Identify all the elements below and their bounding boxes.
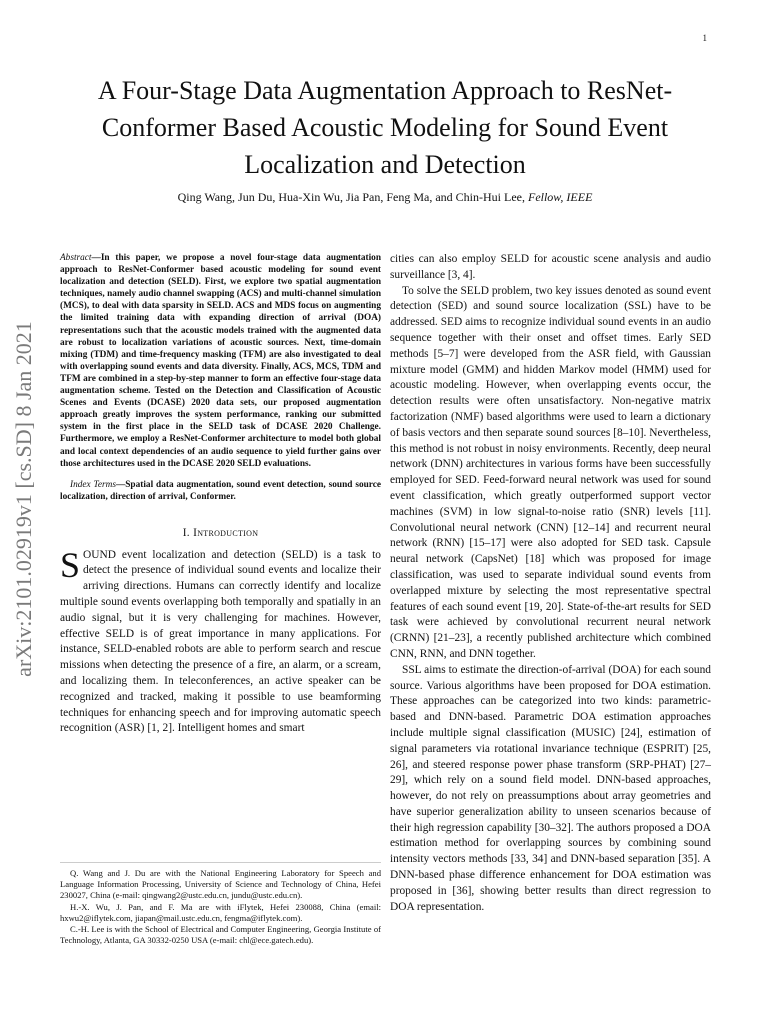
footnote-2: H.-X. Wu, J. Pan, and F. Ma are with iFlytek, Hefei 230088, China (email: hxwu2@iflytek.com, jiapan@mail.ustc.edu.cn, fengma@iflytek.com). <box>60 901 381 923</box>
authors-names: Qing Wang, Jun Du, Hua-Xin Wu, Jia Pan, Feng Ma, and Chin-Hui Lee, <box>177 190 525 204</box>
page-number: 1 <box>702 33 707 43</box>
section-numeral: I. <box>182 526 190 539</box>
drop-cap-word: OUND <box>83 548 116 561</box>
left-column <box>60 252 381 737</box>
right-paragraph-sed: To solve the SELD problem, two key issues denoted as sound event detection (SED) and sound source localization (SSL) have to be addressed. SED aims to recognize individual sound events in an audio sequence together with their onset and offset times. Early SED methods [5–7] were developed from the ASR field, with Gaussian mixture model (GMM) and hidden Markov model (HMM) used for acoustic modeling. However, when overlapping events occur, the detection results were often unsatisfactory. Non-negative matrix factorization (NMF) based algorithms were used to learn a dictionary of basis vectors and then separate sound sources [8–10]. Nevertheless, this method is not robust in noisy environments. Recently, deep neural network (DNN) architectures in various forms have been successfully employed for SED. Feed-forward neural network was used for sound event classification, which greatly outperformed support vector machines (SVM) in low signal-to-noise ratio (SNR) levels [11]. Convolutional neural network (CNN) [12–14] and recurrent neural network (RNN) [15–17] were also adopted for SED task. Capsule neural network (CapsNet) [18] which was proposed for image classification, was used to separate individual sound events from overlapped mixture by selecting the most representative spectral features of each sound event [19, 20]. State-of-the-art results for SED task were achieved by convolutional recurrent neural network (CRNN) [21–23], a recently published architecture which combined CNN, RNN, and DNN together. <box>390 284 711 660</box>
index-terms-label: Index Terms <box>70 479 116 490</box>
abstract-text: —In this paper, we propose a novel four-stage data augmentation approach to ResNet-Conformer based acoustic modeling for sound event localization and detection (SELD). First, we explore two spatial augmentation techniques, namely audio channel swapping (ACS) and multi-channel simulation (MCS), to deal with data sparsity in SELD. ACS and MDS focus on augmenting the limited training data with expanding direction of arrival (DOA) representations such that the acoustic models trained with the augmented data are robust to localization variations of acoustic sources. Next, time-domain mixing (TDM) and time-frequency masking (TFM) are also investigated to deal with overlapping sound events and data diversity. Finally, ACS, MCS, TDM and TFM are combined in a step-by-step manner to form an effective four-stage data augmentation scheme. Tested on the Detection and Classification of Acoustic Scenes and Events (DCASE) 2020 data sets, our proposed augmentation approach greatly improves the system performance, ranking our submitted system in the first place in the SELD task of DCASE 2020 Challenge. Furthermore, we employ a ResNet-Conformer architecture to model both global and local context dependencies of an audio sequence to yield further gains over those architectures used in the DCASE 2020 SELD evaluations. <box>60 253 381 469</box>
right-column <box>390 252 711 915</box>
right-paragraph-continued: cities can also employ SELD for acoustic scene analysis and audio surveillance [3, 4]. <box>390 253 711 281</box>
author-footnotes <box>60 862 381 946</box>
right-paragraph-ssl: SSL aims to estimate the direction-of-arrival (DOA) for each sound source. Various algorithms have been proposed for DOA estimation. These approaches can be categorized into two kinds: parametric-based and DNN-based. Parametric DOA estimation approaches include multiple signal classification (MUSIC) [24], estimation of signal parameters via rotational invariance technique (ESPRIT) [25, 26], and steered response power phase transform (SRP-PHAT) [27–29], which rely on a sound field model. DNN-based approaches, however, do not rely on preassumptions about array geometries and have superior generalization ability to unseen scenarios because of their high regression capability [30–32]. The authors proposed a DOA estimation method for overlapping sources by combining sound intensity vectors methods [33, 34] and DNN-based separation [35]. A DNN-based phase difference enhancement for DOA estimation was proposed in [36], showing better results than direct regression to DOA representation. <box>390 663 711 913</box>
intro-paragraph <box>60 544 381 738</box>
index-terms <box>60 479 381 503</box>
section-title: Introduction <box>193 526 259 539</box>
abstract-label: Abstract <box>60 253 92 263</box>
abstract <box>60 252 381 470</box>
index-terms-text: —Spatial data augmentation, sound event detection, sound source localization, direction of arrival, Conformer. <box>60 479 381 502</box>
drop-cap: S <box>60 544 81 585</box>
intro-text: event localization and detection (SELD) is a task to detect the presence of individual sound events and localize their arriving directions. Humans can correctly identify and localize multiple sound events overlapping both temporally and spatially in an audio signal, but it is very challenging for machines. However, effective SELD is of great importance in many applications. For instance, SELD-enabled robots are able to perform search and rescue missions when detecting the presence of a fire, an alarm, or a scream, and localizing them. In teleconferences, an active speaker can be recognized and tracked, making it possible to use beamforming techniques for enhancing speech and for improving automatic speech recognition (ASR) [1, 2]. Intelligent homes and smart <box>60 548 381 735</box>
author-list <box>60 190 710 205</box>
arxiv-identifier-margin <box>6 284 42 714</box>
section-heading-introduction <box>60 526 381 542</box>
footnote-3: C.-H. Lee is with the School of Electrical and Computer Engineering, Georgia Institute of Technology, Atlanta, GA 30332-0250 USA (e-mail: chl@ece.gatech.edu). <box>60 924 381 946</box>
footnote-1: Q. Wang and J. Du are with the National Engineering Laboratory for Speech and Language Information Processing, University of Science and Technology of China, Hefei 230027, China (e-mail: qingwang2@ustc.edu.cn, jundu@ustc.edu.cn). <box>60 868 381 901</box>
authors-fellow: Fellow, IEEE <box>527 190 593 204</box>
arxiv-id: arXiv:2101.02919v1 [cs.SD] 8 Jan 2021 <box>11 321 36 677</box>
paper-title: A Four-Stage Data Augmentation Approach to ResNet-Conformer Based Acoustic Modeling for Sound Event Localization and Detection <box>97 76 673 179</box>
